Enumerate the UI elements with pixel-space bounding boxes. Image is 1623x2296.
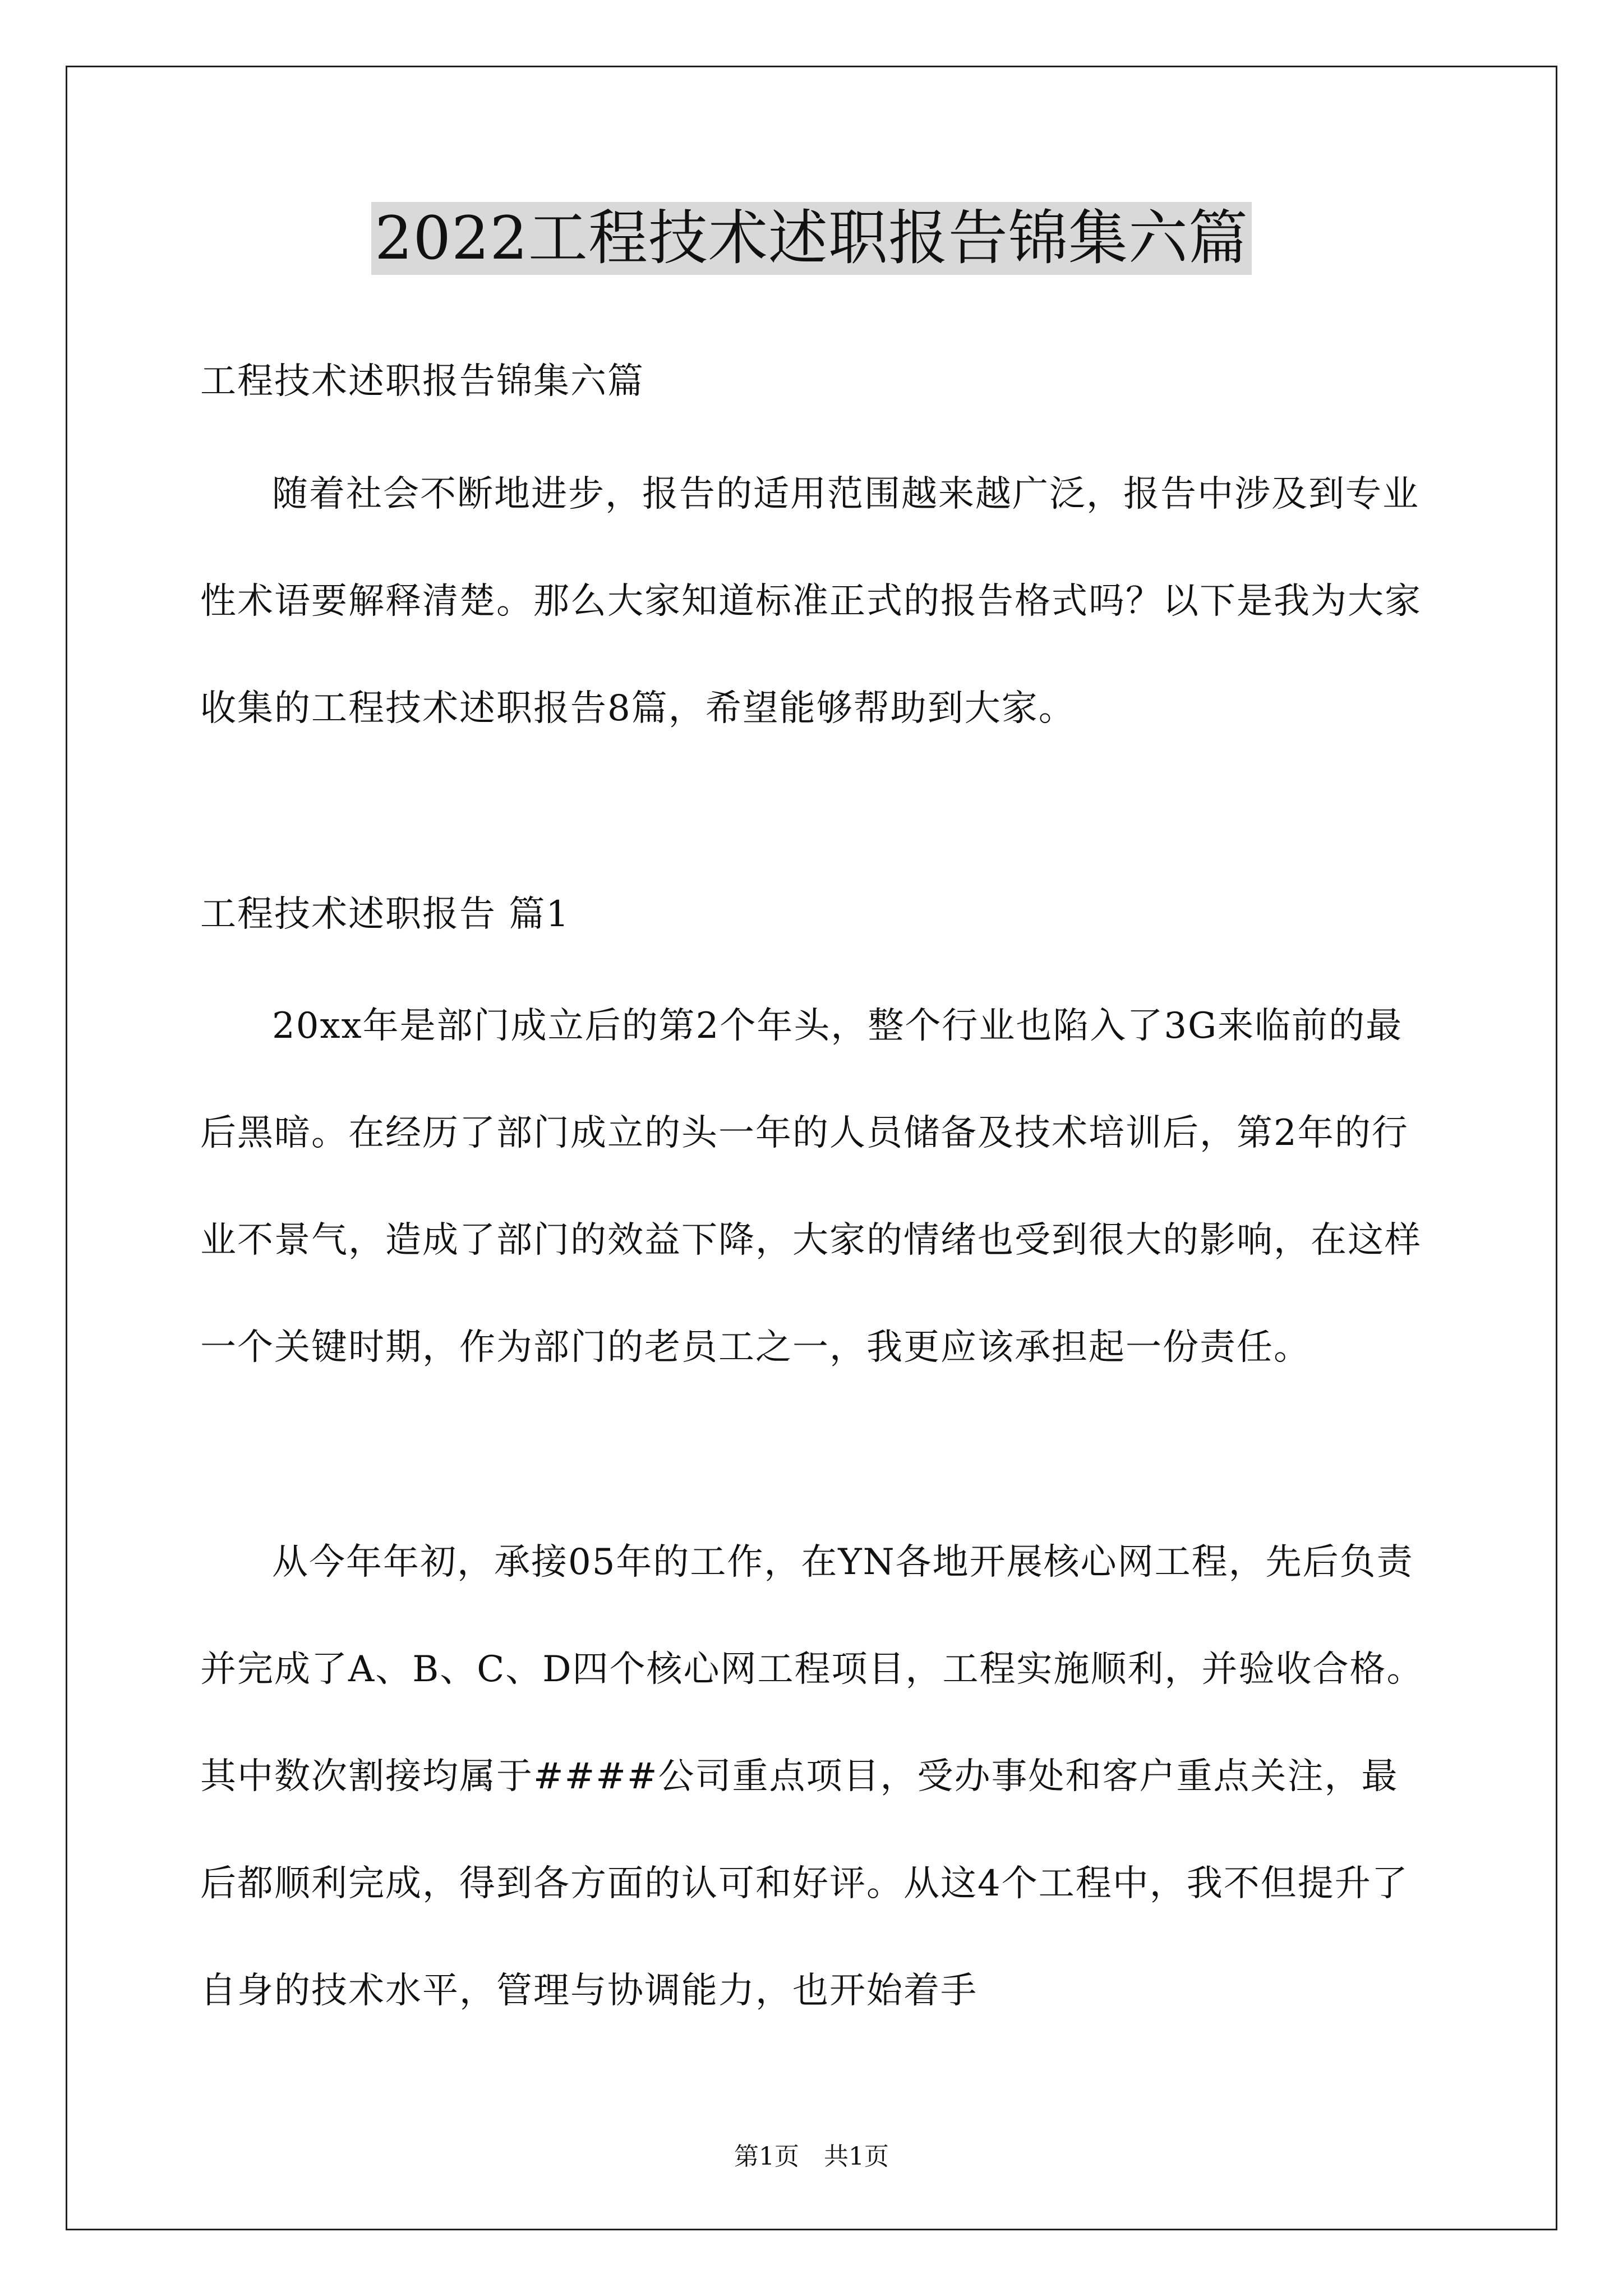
intro-paragraph: 随着社会不断地进步，报告的适用范围越来越广泛，报告中涉及到专业性术语要解释清楚。那么大家知道标准正式的报告格式吗？以下是我为大家收集的工程技术述职报告8篇，希望能够帮助到大家。 xyxy=(200,473,1422,729)
body-paragraph-2: 从今年年初，承接05年的工作，在YN各地开展核心网工程，先后负责并完成了A、B、C、D四个核心网工程项目，工程实施顺利，并验收合格。其中数次割接均属于####公司重点项目，受办事处和客户重点关注，最后都顺利完成，得到各方面的认可和好评。从这4个工程中，我不但提升了自身的技术水平，管理与协调能力，也开始着手 xyxy=(200,1542,1424,2012)
page-footer: 第1页 共1页 xyxy=(734,2142,889,2171)
document-subtitle: 工程技术述职报告锦集六篇 xyxy=(200,361,644,402)
title-container xyxy=(0,202,1623,275)
section-heading: 工程技术述职报告 篇1 xyxy=(200,894,570,935)
document-title: 2022工程技术述职报告锦集六篇 xyxy=(371,202,1252,275)
body-paragraph-1: 20xx年是部门成立后的第2个年头，整个行业也陷入了3G来临前的最后黑暗。在经历了部门成立的头一年的人员储备及技术培训后，第2年的行业不景气，造成了部门的效益下降，大家的情绪也受到很大的影响，在这样一个关键时期，作为部门的老员工之一，我更应该承担起一份责任。 xyxy=(200,1005,1422,1368)
